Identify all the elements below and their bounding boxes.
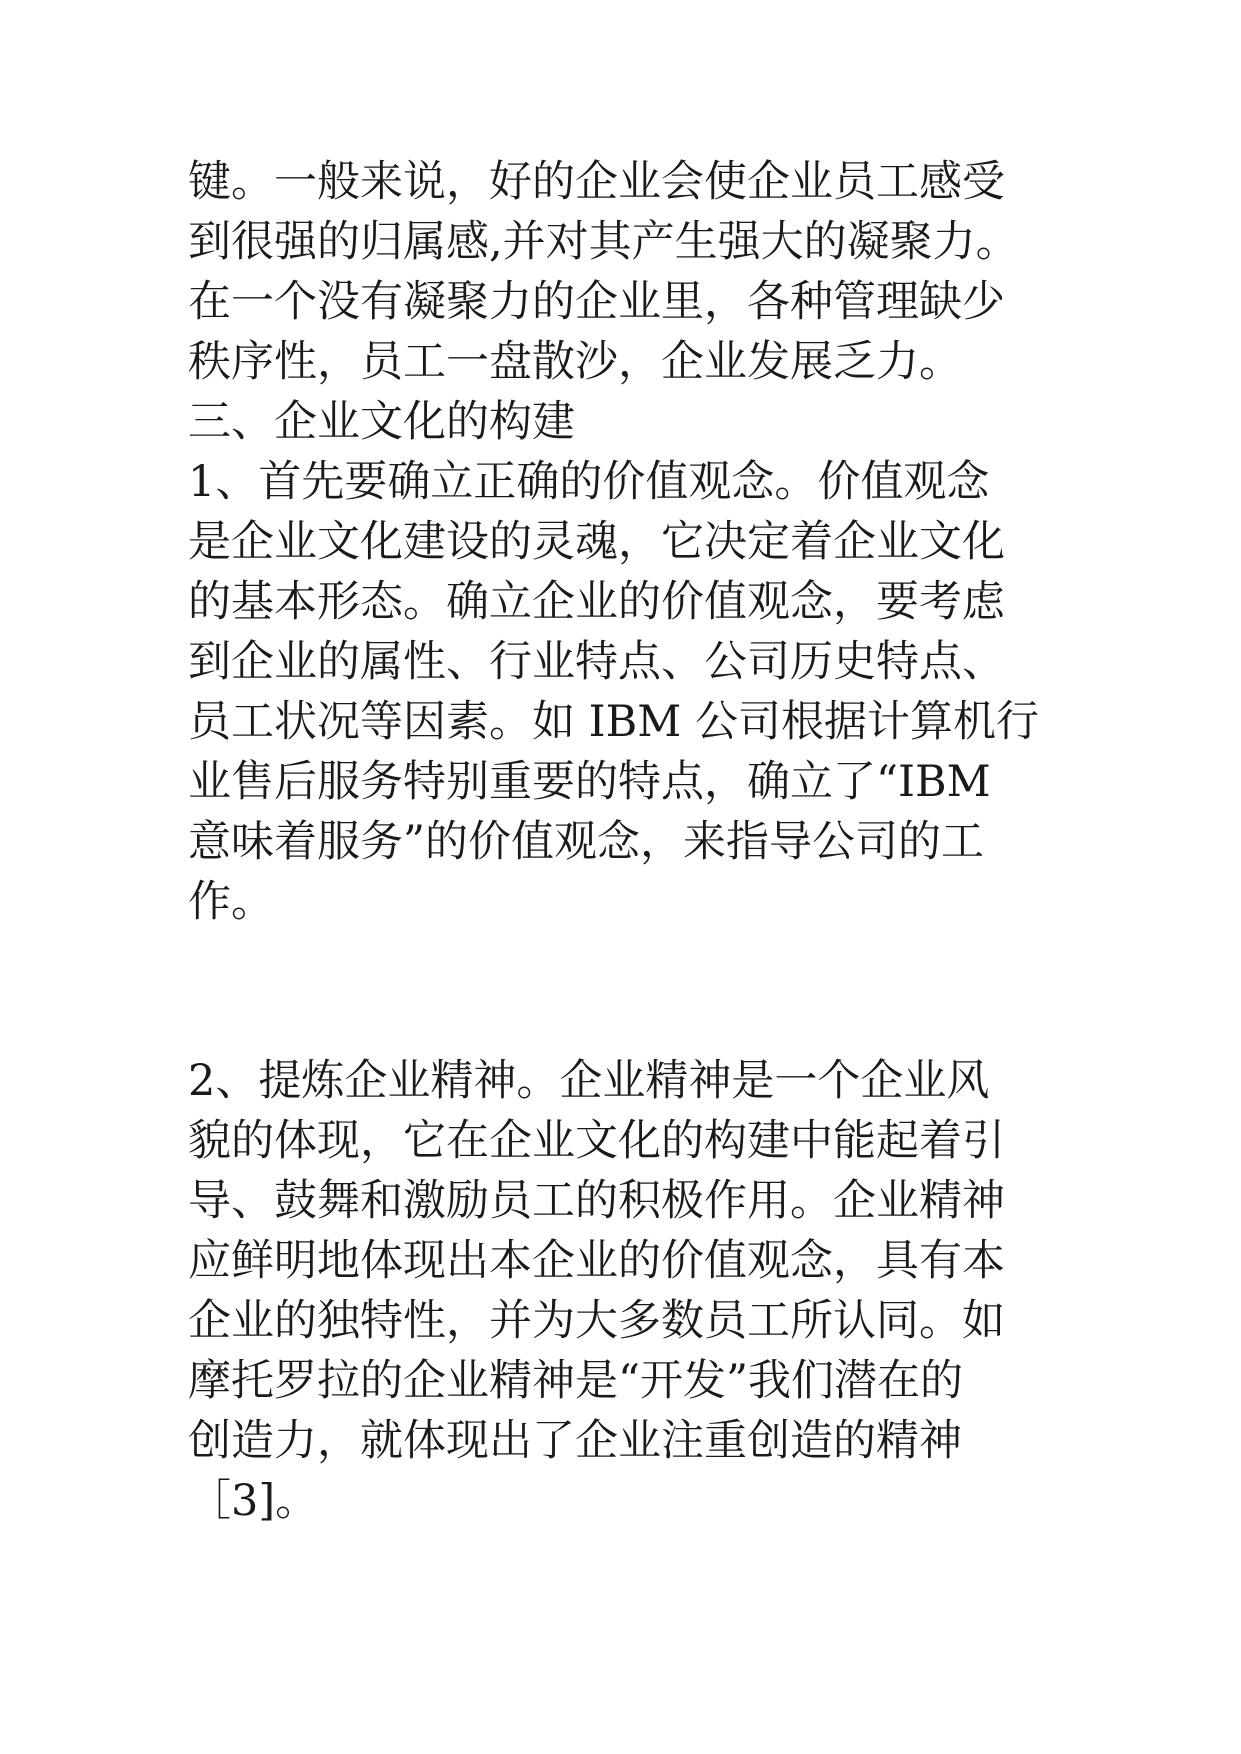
text-line: ［3]。: [188, 1476, 319, 1526]
text-line: 意味着服务”的价值观念，来指导公司的工: [188, 817, 984, 867]
text-line: 应鲜明地体现出本企业的价值观念，具有本: [188, 1236, 1005, 1286]
text-line: 2、提炼企业精神。企业精神是一个企业风: [188, 1056, 990, 1106]
section-heading: 三、企业文化的构建: [188, 397, 575, 447]
document-body: [188, 152, 1088, 1531]
text-line: 作。: [188, 877, 274, 927]
text-line: 摩托罗拉的企业精神是“开发”我们潜在的: [188, 1356, 963, 1406]
paragraph-intro: [188, 152, 1088, 392]
text-line: 是企业文化建设的灵魂，它决定着企业文化: [188, 517, 1005, 567]
text-line: 在一个没有凝聚力的企业里，各种管理缺少: [188, 277, 1005, 327]
text-line: 到很强的归属感,并对其产生强大的凝聚力。: [188, 217, 1019, 267]
text-line: 业售后服务特别重要的特点，确立了“IBM: [188, 757, 991, 807]
text-line: 员工状况等因素。如 IBM 公司根据计算机行: [188, 697, 1039, 747]
text-line: 导、鼓舞和激励员工的积极作用。企业精神: [188, 1176, 1005, 1226]
text-line: 键。一般来说，好的企业会使企业员工感受: [188, 157, 1005, 207]
text-line: 秩序性，员工一盘散沙，企业发展乏力。: [188, 337, 962, 387]
text-line: 的基本形态。确立企业的价值观念，要考虑: [188, 577, 1005, 627]
text-line: 1、首先要确立正确的价值观念。价值观念: [188, 457, 990, 507]
text-line: 企业的独特性，并为大多数员工所认同。如: [188, 1296, 1005, 1346]
text-line: 到企业的属性、行业特点、公司历史特点、: [188, 637, 1005, 687]
paragraph-spirit: [188, 1051, 1088, 1531]
paragraph-spacer: [188, 932, 1088, 1051]
text-line: 貌的体现，它在企业文化的构建中能起着引: [188, 1116, 1005, 1166]
text-line: 创造力，就体现出了企业注重创造的精神: [188, 1416, 962, 1466]
paragraph-values: [188, 452, 1088, 932]
